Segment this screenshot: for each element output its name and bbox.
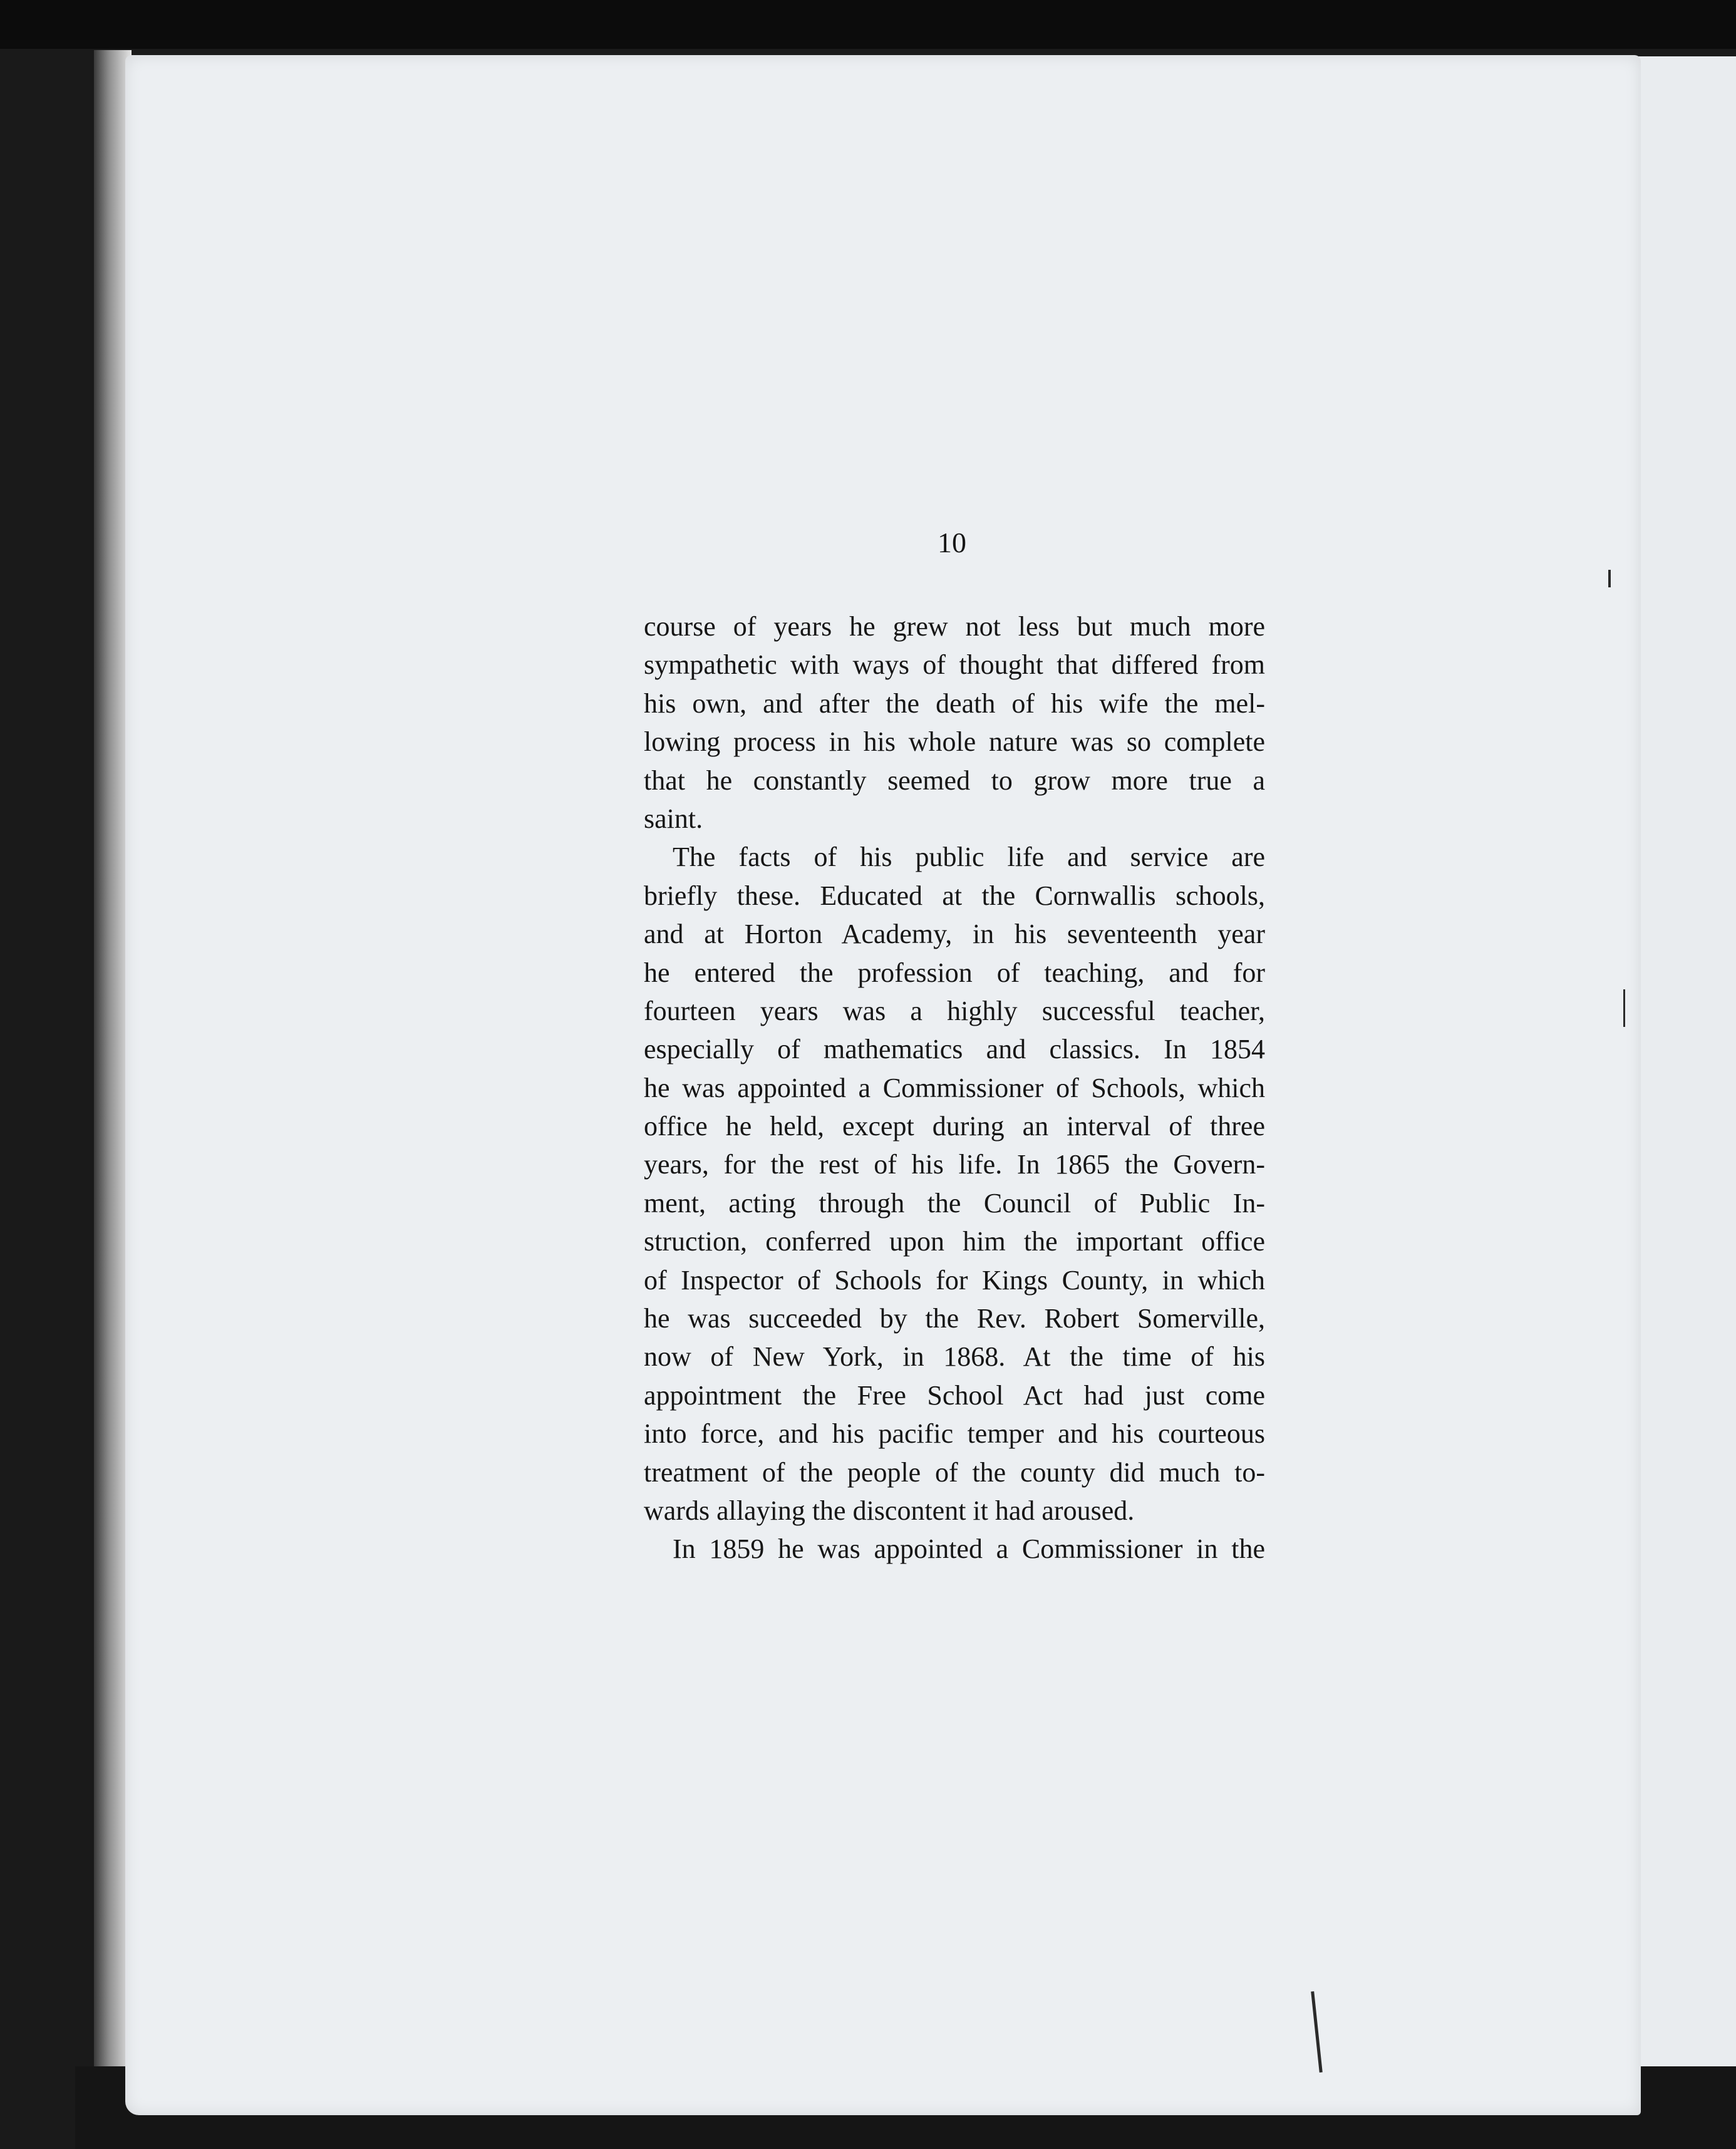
text-line: of Inspector of Schools for Kings County, in which	[644, 1264, 1265, 1296]
text-line: struction, conferred upon him the important office	[644, 1226, 1265, 1257]
text-line: In 1859 he was appointed a Commissioner in the	[673, 1533, 1265, 1565]
adjacent-page-edge	[1628, 56, 1736, 2110]
body-text	[644, 523, 1265, 1569]
paragraph-2	[644, 838, 1265, 1530]
text-line: saint.	[644, 803, 703, 834]
text-line: years, for the rest of his life. In 1865 the Govern-	[644, 1149, 1265, 1180]
text-line: that he constantly seemed to grow more true a	[644, 765, 1265, 796]
text-line: he was appointed a Commissioner of Schools, which	[644, 1072, 1265, 1103]
text-line: now of New York, in 1868. At the time of his	[644, 1341, 1265, 1373]
text-line: and at Horton Academy, in his seventeenth year	[644, 919, 1265, 950]
text-line: he entered the profession of teaching, and for	[644, 957, 1265, 988]
paragraph-3	[644, 1530, 1265, 1568]
text-line: appointment the Free School Act had just come	[644, 1379, 1265, 1411]
text-line: briefly these. Educated at the Cornwallis schools,	[644, 880, 1265, 911]
text-line: into force, and his pacific temper and his courteous	[644, 1418, 1265, 1450]
text-line: course of years he grew not less but much more	[644, 611, 1265, 642]
text-line: treatment of the people of the county did much to-	[644, 1456, 1265, 1488]
text-line: lowing process in his whole nature was so complete	[644, 726, 1265, 758]
margin-mark	[1623, 989, 1625, 1027]
text-line: wards allaying the discontent it had aroused.	[644, 1495, 1135, 1526]
text-line: ment, acting through the Council of Public In-	[644, 1187, 1265, 1219]
text-line: he was succeeded by the Rev. Robert Somerville,	[644, 1303, 1265, 1334]
text-line: sympathetic with ways of thought that differed from	[644, 649, 1265, 681]
text-line: especially of mathematics and classics. In 1854	[644, 1034, 1265, 1065]
scan-top-border	[0, 0, 1736, 49]
text-line: his own, and after the death of his wife the mel-	[644, 688, 1265, 719]
text-line: office he held, except during an interval of three	[644, 1111, 1265, 1142]
page-number: 10	[938, 527, 966, 559]
text-line: fourteen years was a highly successful teacher,	[644, 995, 1265, 1026]
paragraph-1	[644, 607, 1265, 838]
margin-mark	[1608, 570, 1611, 587]
text-line: The facts of his public life and service are	[673, 842, 1265, 873]
